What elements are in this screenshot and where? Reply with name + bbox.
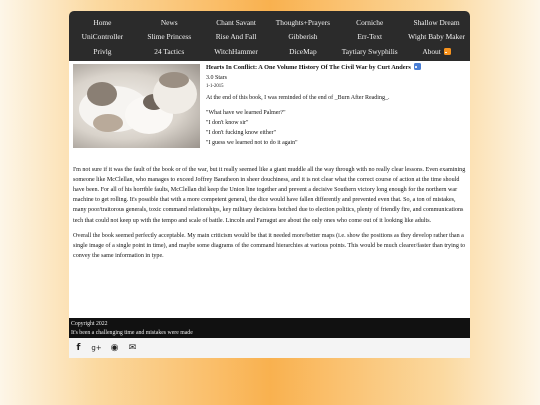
nav-link-rise-and-fall[interactable]: Rise And Fall — [215, 32, 257, 42]
post-content — [69, 61, 470, 318]
nav-link-taytiary-swyphilis[interactable]: Taytiary Swyphilis — [341, 46, 398, 56]
nav-row-2 — [69, 30, 470, 45]
footer-tagline: It's been a challenging time and mistakes were made — [71, 329, 193, 336]
nav-link-slime-princess[interactable]: Slime Princess — [147, 32, 192, 42]
rss-feed-icon[interactable] — [444, 48, 451, 55]
email-icon[interactable]: ✉ — [128, 342, 137, 353]
nav-link-unicontroller[interactable]: UniController — [81, 32, 124, 42]
post-intro: At the end of this book, I was reminded of the end of _Burn After Reading_. — [206, 94, 390, 101]
post-rating: 3.0 Stars — [206, 74, 227, 81]
top-navigation — [69, 11, 470, 61]
nav-link-24-tactics[interactable]: 24 Tactics — [154, 46, 185, 56]
nav-link-chant-savant[interactable]: Chant Savant — [216, 17, 256, 27]
nav-link-privlg[interactable]: Privlg — [93, 46, 112, 56]
nav-link-news[interactable]: News — [160, 17, 178, 27]
nav-about-wrapper — [403, 47, 470, 56]
nav-link-corniche[interactable]: Corniche — [356, 17, 384, 27]
google-plus-icon[interactable]: g+ — [91, 343, 102, 352]
nav-link-witchhammer[interactable]: WitchHammer — [214, 46, 258, 56]
post-meta — [206, 63, 468, 149]
post-title[interactable]: Hearts In Conflict: A One Volume History Of The Civil War by Curt Anders — [206, 63, 411, 71]
quote-line: "I don't fucking know either" — [206, 129, 276, 136]
quote-line: "I don't know sir" — [206, 119, 249, 126]
social-share-bar — [69, 338, 470, 358]
quote-line: "I guess we learned not to do it again" — [206, 140, 298, 147]
post-body — [73, 165, 467, 267]
post-paragraph: Overall the book seemed perfectly acceptable. My main criticism would be that it needed more/better maps (i.e. show the positions as they develop rather than a single image of a single point in time), and maybe some diagrams of the command hierarchies at various points. This would be much clearer/faster than trying to convey the same information in type. — [73, 232, 466, 260]
facebook-icon[interactable]: f — [76, 342, 81, 353]
nav-link-wight-baby-maker[interactable]: Wight Baby Maker — [408, 32, 465, 42]
nav-link-about[interactable]: About — [422, 46, 441, 56]
post-title-wrapper — [206, 63, 468, 71]
nav-link-thoughts-prayers[interactable]: Thoughts+Prayers — [275, 17, 331, 27]
footer-copyright: Copyright 2022 — [71, 320, 108, 327]
nav-link-shallow-dream[interactable]: Shallow Dream — [413, 17, 460, 27]
quote-line: "What have we learned Palmer?" — [206, 109, 286, 116]
nav-row-1 — [69, 15, 470, 30]
post-rss-icon[interactable] — [414, 63, 421, 70]
page-container — [69, 11, 470, 358]
nav-link-dicemap[interactable]: DiceMap — [289, 46, 317, 56]
post-date: 1-1-2015 — [206, 83, 224, 89]
nav-link-gibberish[interactable]: Gibberish — [288, 32, 318, 42]
nav-link-home[interactable]: Home — [93, 17, 112, 27]
footer — [69, 318, 470, 338]
post-image-cats — [73, 64, 200, 148]
nav-row-3 — [69, 44, 470, 59]
quote-block — [206, 108, 468, 149]
reddit-icon[interactable]: ◉ — [110, 342, 119, 353]
post-paragraph: I'm not sure if it was the fault of the book or of the war, but it really seemed like a giant muddle all the way through with no really clear lessons. Even examining someone like McClellan, who manages to exceed Joffrey Baratheon in sheer douchiness, and it is not clear what the correct course of action at the time should have been. For all of his horrible faults, McClellan did keep the Union line together and prevent a decisive Southern victory long enough for the northern war machine to get rolling. It's possible that with a more competent general, the dice would have fallen differently and prevented even that. So, a ton of mistakes, many poor/traitorous generals, toxic command relationships, key military decisions botched due to election politics, plenty of friendly fire, and communications tech that could not keep up with the tempo and scale of battle. Lincoln and Farragut are about the only ones who come out of it looking like adults. — [73, 166, 466, 224]
nav-link-err-text[interactable]: Err-Text — [357, 32, 383, 42]
